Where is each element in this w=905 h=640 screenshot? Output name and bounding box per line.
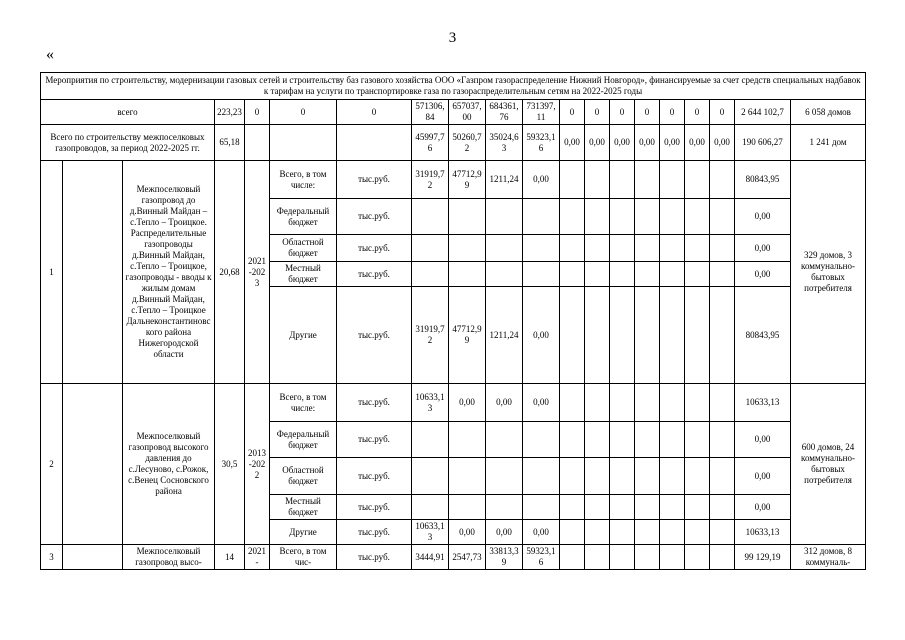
funding-source: Местный бюджет [270, 495, 337, 520]
value-sum: 0,00 [735, 199, 791, 235]
value-2024 [486, 422, 523, 458]
total-2024: 684361,76 [486, 100, 523, 125]
total-cell: 0 [245, 100, 270, 125]
empty-cell [585, 287, 610, 384]
empty-cell [610, 161, 635, 199]
empty-cell [660, 287, 685, 384]
empty-cell [560, 458, 585, 495]
empty-cell [245, 125, 270, 161]
empty-cell [685, 161, 710, 199]
value-sum: 0,00 [735, 458, 791, 495]
empty-cell [685, 458, 710, 495]
value-2024: 1211,24 [486, 287, 523, 384]
object-result: 600 домов, 24 коммунально-бытовых потребителя [791, 384, 866, 545]
intersettlement-cell: 0,00 [585, 125, 610, 161]
funding-source: Другие [270, 520, 337, 545]
value-2023 [449, 235, 486, 262]
empty-cell [660, 520, 685, 545]
value-2023: 2547,73 [449, 545, 486, 570]
total-length: 223,23 [215, 100, 245, 125]
value-2024 [486, 458, 523, 495]
value-2023: 0,00 [449, 520, 486, 545]
intersettlement-2023: 50260,72 [449, 125, 486, 161]
value-2024 [486, 262, 523, 287]
total-result: 6 058 домов [791, 100, 866, 125]
value-sum: 10633,13 [735, 520, 791, 545]
empty-cell [610, 384, 635, 422]
empty-cell [560, 384, 585, 422]
empty-cell [560, 199, 585, 235]
value-2025 [523, 422, 560, 458]
object-period: 2021-2023 [245, 161, 270, 384]
value-sum: 0,00 [735, 262, 791, 287]
funding-source: Всего, в том чис- [270, 545, 337, 570]
empty-cell [710, 287, 735, 384]
units-label: тыс.руб. [337, 262, 412, 287]
intersettlement-2025: 59323,16 [523, 125, 560, 161]
empty-cell [610, 199, 635, 235]
empty-cell [685, 384, 710, 422]
project-rows [41, 161, 866, 570]
value-2024: 33813,39 [486, 545, 523, 570]
empty-cell [560, 520, 585, 545]
empty-cell [585, 422, 610, 458]
empty-cell [560, 545, 585, 570]
intersettlement-cell: 0,00 [610, 125, 635, 161]
value-2022: 31919,72 [412, 287, 449, 384]
empty-cell [710, 262, 735, 287]
total-cell: 0 [610, 100, 635, 125]
value-2024: 0,00 [486, 384, 523, 422]
value-sum: 0,00 [735, 422, 791, 458]
value-2025 [523, 199, 560, 235]
value-2025: 0,00 [523, 287, 560, 384]
object-length: 14 [215, 545, 245, 570]
funding-source: Всего, в том числе: [270, 161, 337, 199]
empty-cell [560, 495, 585, 520]
value-2022: 10633,13 [412, 520, 449, 545]
empty-cell [635, 495, 660, 520]
empty-cell [660, 262, 685, 287]
intersettlement-label: Всего по строительству межпоселковых газопроводов, за период 2022-2025 гг. [41, 125, 215, 161]
total-label: всего [41, 100, 215, 125]
total-sum: 2 644 102,7 [735, 100, 791, 125]
value-2024: 0,00 [486, 520, 523, 545]
object-name: Межпоселковый газопровод высокого давления до с.Лесуново, с.Рожок, с.Венец Сосновского района [123, 384, 215, 545]
value-2023: 47712,99 [449, 287, 486, 384]
value-2025: 0,00 [523, 161, 560, 199]
empty-cell [610, 262, 635, 287]
empty-cell [585, 495, 610, 520]
funding-source: Другие [270, 287, 337, 384]
intersettlement-2022: 45997,76 [412, 125, 449, 161]
value-2022 [412, 199, 449, 235]
table-row [41, 545, 866, 570]
value-2024 [486, 199, 523, 235]
object-length: 30,5 [215, 384, 245, 545]
table-row [41, 384, 866, 422]
empty-cell [610, 235, 635, 262]
value-2022 [412, 262, 449, 287]
empty-cell [710, 384, 735, 422]
empty-cell [660, 384, 685, 422]
empty-cell [635, 235, 660, 262]
empty-cell [610, 520, 635, 545]
object-result: 329 домов, 3 коммунально-бытовых потребителя [791, 161, 866, 384]
total-cell: 0 [560, 100, 585, 125]
units-label: тыс.руб. [337, 458, 412, 495]
value-2023 [449, 495, 486, 520]
empty-cell [635, 199, 660, 235]
object-result: 312 домов, 8 коммуналь- [791, 545, 866, 570]
value-sum: 80843,95 [735, 287, 791, 384]
funding-source: Областной бюджет [270, 235, 337, 262]
value-2024: 1211,24 [486, 161, 523, 199]
row-number: 3 [41, 545, 63, 570]
empty-cell [585, 520, 610, 545]
empty-cell [63, 161, 123, 384]
empty-cell [585, 262, 610, 287]
empty-cell [585, 161, 610, 199]
empty-cell [685, 199, 710, 235]
empty-cell [585, 384, 610, 422]
empty-cell [560, 262, 585, 287]
units-label: тыс.руб. [337, 287, 412, 384]
empty-cell [710, 545, 735, 570]
value-2023 [449, 262, 486, 287]
empty-cell [660, 545, 685, 570]
intersettlement-cell: 0,00 [635, 125, 660, 161]
empty-cell [710, 495, 735, 520]
value-2024 [486, 495, 523, 520]
value-2025: 59323,16 [523, 545, 560, 570]
value-2025 [523, 495, 560, 520]
empty-cell [710, 458, 735, 495]
value-2022 [412, 458, 449, 495]
empty-cell [635, 262, 660, 287]
units-label: тыс.руб. [337, 545, 412, 570]
empty-cell [63, 384, 123, 545]
empty-cell [635, 458, 660, 495]
units-label: тыс.руб. [337, 235, 412, 262]
object-name: Межпоселковый газопровод до д.Винный Майдан – с.Тепло – Троицкое. Распределительные газопроводы д.Винный Майдан, с.Тепло – Троицкое, газопроводы - вводы к жилым домам д.Винный Майдан, с.Тепло – Троицкое Дальнеконстантиновского района Нижегородской области [123, 161, 215, 384]
object-period: 2013-2022 [245, 384, 270, 545]
empty-cell [560, 235, 585, 262]
intersettlement-row [41, 125, 866, 161]
units-label: тыс.руб. [337, 161, 412, 199]
units-label: тыс.руб. [337, 384, 412, 422]
empty-cell [710, 161, 735, 199]
funding-source: Всего, в том числе: [270, 384, 337, 422]
units-label: тыс.руб. [337, 422, 412, 458]
total-cell: 0 [635, 100, 660, 125]
row-number: 1 [41, 161, 63, 384]
empty-cell [635, 520, 660, 545]
value-2022 [412, 235, 449, 262]
table-title: Мероприятия по строительству, модернизации газовых сетей и строительству баз газового хозяйства ООО «Газпром газораспределение Нижний Новгород», финансируемые за счет средств специальных надбавок к тарифам на услуги по транспортировке газа по газораспределительным сетям на 2022-2025 годы [41, 73, 866, 100]
empty-cell [610, 422, 635, 458]
row-number: 2 [41, 384, 63, 545]
value-2024 [486, 235, 523, 262]
value-2023 [449, 199, 486, 235]
empty-cell [635, 545, 660, 570]
empty-cell [270, 125, 337, 161]
value-2025: 0,00 [523, 384, 560, 422]
total-2023: 657037,00 [449, 100, 486, 125]
empty-cell [635, 161, 660, 199]
empty-cell [660, 458, 685, 495]
value-sum: 0,00 [735, 235, 791, 262]
object-period: 2021- [245, 545, 270, 570]
value-2022 [412, 422, 449, 458]
empty-cell [685, 545, 710, 570]
value-2023 [449, 422, 486, 458]
funding-table [40, 72, 866, 570]
empty-cell [685, 262, 710, 287]
object-name: Межпоселковый газопровод высо- [123, 545, 215, 570]
empty-cell [685, 287, 710, 384]
total-cell: 0 [337, 100, 412, 125]
units-label: тыс.руб. [337, 520, 412, 545]
intersettlement-length: 65,18 [215, 125, 245, 161]
empty-cell [710, 520, 735, 545]
value-2023: 0,00 [449, 384, 486, 422]
value-2023: 47712,99 [449, 161, 486, 199]
empty-cell [660, 199, 685, 235]
empty-cell [660, 422, 685, 458]
funding-source: Областной бюджет [270, 458, 337, 495]
empty-cell [685, 520, 710, 545]
value-sum: 10633,13 [735, 384, 791, 422]
empty-cell [585, 458, 610, 495]
empty-cell [635, 384, 660, 422]
empty-cell [710, 199, 735, 235]
value-2025: 0,00 [523, 520, 560, 545]
units-label: тыс.руб. [337, 495, 412, 520]
intersettlement-result: 1 241 дом [791, 125, 866, 161]
page-number: 3 [448, 30, 457, 46]
empty-cell [635, 287, 660, 384]
empty-cell [610, 545, 635, 570]
total-2022: 571306,84 [412, 100, 449, 125]
intersettlement-cell: 0,00 [560, 125, 585, 161]
empty-cell [610, 287, 635, 384]
funding-source: Местный бюджет [270, 262, 337, 287]
empty-cell [585, 235, 610, 262]
total-cell: 0 [660, 100, 685, 125]
value-2022: 3444,91 [412, 545, 449, 570]
intersettlement-2024: 35024,63 [486, 125, 523, 161]
value-2023 [449, 458, 486, 495]
value-sum: 0,00 [735, 495, 791, 520]
empty-cell [660, 161, 685, 199]
empty-cell [610, 495, 635, 520]
table-title-row [41, 73, 866, 100]
empty-cell [63, 545, 123, 570]
empty-cell [660, 495, 685, 520]
total-cell: 0 [585, 100, 610, 125]
empty-cell [585, 199, 610, 235]
empty-cell [660, 235, 685, 262]
empty-cell [560, 422, 585, 458]
empty-cell [710, 235, 735, 262]
table-row [41, 161, 866, 199]
object-length: 20,68 [215, 161, 245, 384]
opening-quote: « [46, 46, 54, 63]
intersettlement-cell: 0,00 [660, 125, 685, 161]
total-row [41, 100, 866, 125]
value-sum: 99 129,19 [735, 545, 791, 570]
empty-cell [337, 125, 412, 161]
empty-cell [610, 458, 635, 495]
empty-cell [560, 161, 585, 199]
value-2025 [523, 235, 560, 262]
value-2025 [523, 458, 560, 495]
intersettlement-sum: 190 606,27 [735, 125, 791, 161]
empty-cell [710, 422, 735, 458]
empty-cell [585, 545, 610, 570]
total-cell: 0 [270, 100, 337, 125]
empty-cell [685, 495, 710, 520]
value-2022: 31919,72 [412, 161, 449, 199]
value-2025 [523, 262, 560, 287]
units-label: тыс.руб. [337, 199, 412, 235]
value-2022 [412, 495, 449, 520]
funding-source: Федеральный бюджет [270, 422, 337, 458]
empty-cell [685, 235, 710, 262]
total-2025: 731397,11 [523, 100, 560, 125]
empty-cell [560, 287, 585, 384]
value-2022: 10633,13 [412, 384, 449, 422]
empty-cell [685, 422, 710, 458]
intersettlement-cell: 0,00 [710, 125, 735, 161]
funding-source: Федеральный бюджет [270, 199, 337, 235]
empty-cell [635, 422, 660, 458]
total-cell: 0 [685, 100, 710, 125]
intersettlement-cell: 0,00 [685, 125, 710, 161]
total-cell: 0 [710, 100, 735, 125]
value-sum: 80843,95 [735, 161, 791, 199]
